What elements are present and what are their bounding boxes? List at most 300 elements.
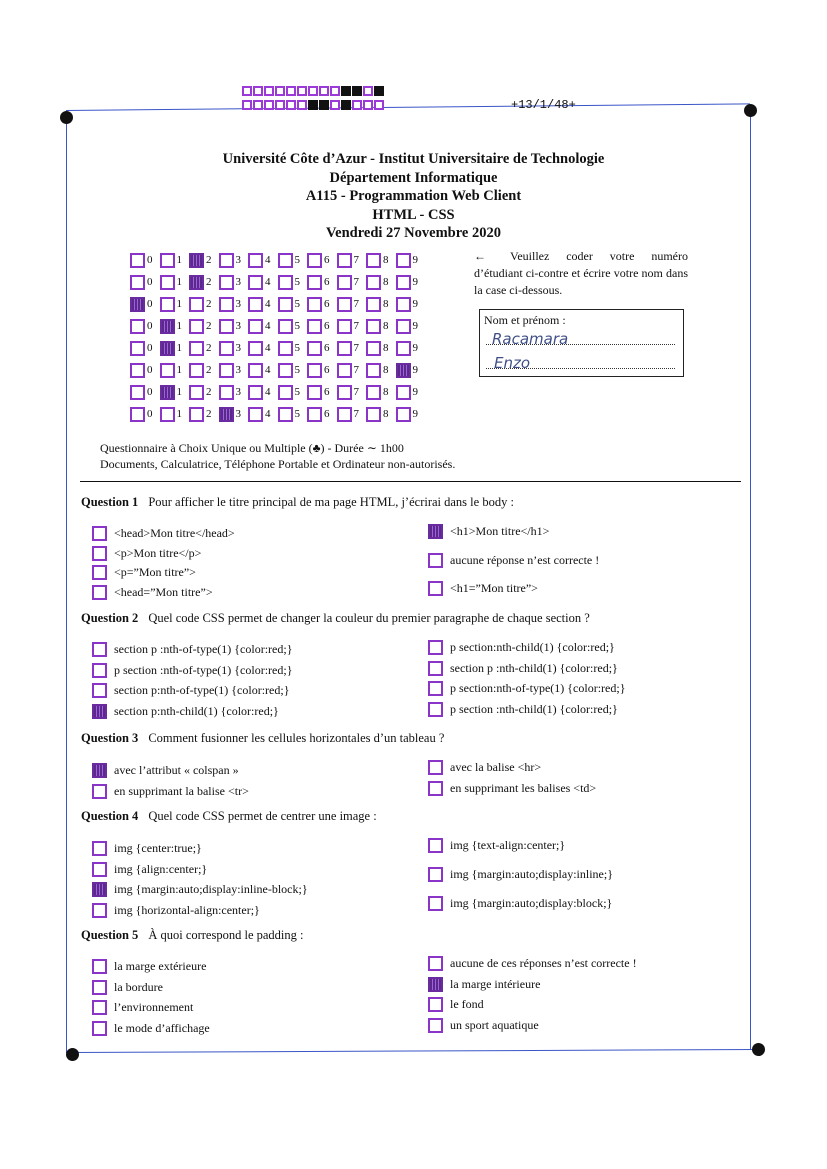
digit-checkbox-filled[interactable] xyxy=(160,385,175,400)
digit-checkbox[interactable] xyxy=(307,275,322,290)
digit-cell xyxy=(219,275,249,290)
header-university: Université Côte d’Azur - Institut Universitaire de Technologie xyxy=(222,151,605,167)
digit-label: 6 xyxy=(324,276,330,288)
answer-option[interactable] xyxy=(92,704,279,719)
answer-option[interactable] xyxy=(92,980,163,995)
answer-option[interactable] xyxy=(92,683,289,698)
instructions-text: Veuillez coder votre numéro d’étudiant ci-contre et écrire votre nom dans la case ci-dessous. xyxy=(474,249,688,297)
digit-checkbox-filled[interactable] xyxy=(130,297,145,312)
digit-cell xyxy=(130,297,160,312)
digit-checkbox[interactable] xyxy=(189,297,204,312)
answer-label: <head=”Mon titre”> xyxy=(114,584,213,599)
digit-row-3 xyxy=(130,295,425,313)
digit-checkbox[interactable] xyxy=(396,407,411,422)
digit-checkbox[interactable] xyxy=(248,385,263,400)
answer-label: en supprimant la balise <tr> xyxy=(114,784,249,798)
digit-label: 2 xyxy=(206,298,212,310)
digit-label: 9 xyxy=(412,386,418,398)
digit-cell xyxy=(366,253,396,268)
separator xyxy=(80,481,741,482)
digit-cell xyxy=(278,297,308,312)
digit-checkbox[interactable] xyxy=(337,319,352,334)
digit-cell xyxy=(337,385,367,400)
digit-checkbox[interactable] xyxy=(189,385,204,400)
question-text: Comment fusionner les cellules horizontales d’un tableau ? xyxy=(148,731,445,745)
digit-checkbox[interactable] xyxy=(130,407,145,422)
answer-label: p section:nth-child(1) {color:red;} xyxy=(450,640,615,654)
answer-option[interactable] xyxy=(428,661,618,676)
digit-label: 4 xyxy=(265,386,271,398)
answer-option[interactable] xyxy=(428,997,484,1012)
digit-checkbox[interactable] xyxy=(396,319,411,334)
digit-checkbox-filled[interactable] xyxy=(189,275,204,290)
digit-row-2 xyxy=(130,273,425,291)
digit-checkbox[interactable] xyxy=(396,341,411,356)
answer-option[interactable] xyxy=(428,977,540,992)
answer-checkbox[interactable] xyxy=(92,980,107,995)
question-text: Quel code CSS permet de centrer une image : xyxy=(148,809,377,823)
answer-checkbox[interactable] xyxy=(92,663,107,678)
digit-cell xyxy=(337,253,367,268)
answer-checkbox[interactable] xyxy=(428,681,443,696)
digit-checkbox[interactable] xyxy=(366,341,381,356)
answer-label: section p:nth-child(1) {color:red;} xyxy=(114,703,279,718)
answer-option[interactable] xyxy=(92,565,196,580)
digit-checkbox[interactable] xyxy=(366,319,381,334)
answer-option[interactable] xyxy=(428,581,538,596)
name-box[interactable] xyxy=(479,309,684,377)
digit-label: 0 xyxy=(147,342,153,354)
digit-checkbox[interactable] xyxy=(189,363,204,378)
digit-cell xyxy=(307,363,337,378)
digit-checkbox[interactable] xyxy=(307,341,322,356)
corner-mark-top-left xyxy=(60,111,73,124)
digit-checkbox[interactable] xyxy=(160,297,175,312)
answer-label: en supprimant les balises <td> xyxy=(450,781,597,795)
answer-checkbox[interactable] xyxy=(92,526,107,541)
digit-cell xyxy=(189,363,219,378)
digit-cell xyxy=(248,385,278,400)
answer-option[interactable] xyxy=(92,959,206,974)
question-2-title xyxy=(81,611,590,626)
sheet-code: +13/1/48+ xyxy=(511,98,576,112)
answer-option[interactable] xyxy=(428,702,618,717)
digit-label: 5 xyxy=(294,342,300,354)
digit-label: 3 xyxy=(235,408,241,420)
digit-checkbox[interactable] xyxy=(219,319,234,334)
digit-checkbox[interactable] xyxy=(248,297,263,312)
digit-label: 0 xyxy=(147,364,153,376)
question-4-title xyxy=(81,809,377,824)
answer-option[interactable] xyxy=(428,1018,539,1033)
digit-label: 4 xyxy=(265,408,271,420)
answer-option[interactable] xyxy=(428,553,599,568)
digit-cell xyxy=(307,385,337,400)
digit-cell xyxy=(130,319,160,334)
digit-checkbox[interactable] xyxy=(278,297,293,312)
answer-checkbox[interactable] xyxy=(92,1021,107,1036)
digit-checkbox[interactable] xyxy=(366,385,381,400)
digit-checkbox[interactable] xyxy=(396,297,411,312)
answer-label: l’environnement xyxy=(114,1000,194,1014)
digit-label: 1 xyxy=(176,342,182,354)
digit-cell xyxy=(248,319,278,334)
answer-option[interactable] xyxy=(428,781,596,796)
digit-label: 1 xyxy=(176,320,182,332)
digit-checkbox-filled[interactable] xyxy=(160,341,175,356)
digit-checkbox[interactable] xyxy=(248,253,263,268)
question-label: Question 2 xyxy=(81,611,139,625)
handwritten-last-name: Racamara xyxy=(492,330,569,348)
answer-label: aucune réponse n’est correcte ! xyxy=(450,553,600,567)
digit-cell xyxy=(278,407,308,422)
digit-checkbox[interactable] xyxy=(337,253,352,268)
digit-label: 1 xyxy=(176,298,182,310)
answer-label: section p:nth-of-type(1) {color:red;} xyxy=(114,683,290,697)
digit-checkbox[interactable] xyxy=(278,275,293,290)
sheet-barcode-row-2 xyxy=(242,100,385,110)
digit-checkbox-filled[interactable] xyxy=(189,253,204,268)
digit-cell xyxy=(396,297,426,312)
digit-label: 1 xyxy=(176,364,182,376)
digit-checkbox[interactable] xyxy=(307,253,322,268)
digit-checkbox[interactable] xyxy=(366,297,381,312)
answer-checkbox-checked[interactable] xyxy=(92,763,107,778)
digit-cell xyxy=(130,275,160,290)
digit-checkbox[interactable] xyxy=(130,385,145,400)
answer-label: <p>Mon titre</p> xyxy=(114,545,202,560)
digit-label: 8 xyxy=(383,276,389,288)
digit-cell xyxy=(366,363,396,378)
corner-mark-bottom-left xyxy=(66,1048,79,1061)
digit-label: 6 xyxy=(324,342,330,354)
digit-checkbox[interactable] xyxy=(189,319,204,334)
digit-checkbox[interactable] xyxy=(307,297,322,312)
sheet-barcode-row-1 xyxy=(242,86,385,96)
digit-cell xyxy=(337,407,367,422)
digit-cell xyxy=(307,341,337,356)
digit-checkbox[interactable] xyxy=(278,363,293,378)
answer-checkbox[interactable] xyxy=(428,1018,443,1033)
digit-label: 0 xyxy=(147,408,153,420)
answer-option[interactable] xyxy=(92,882,308,897)
question-text: Pour afficher le titre principal de ma page HTML, j’écrirai dans le body : xyxy=(148,495,514,509)
answer-option[interactable] xyxy=(428,524,549,539)
answer-checkbox[interactable] xyxy=(92,642,107,657)
digit-label: 2 xyxy=(206,254,212,266)
answer-checkbox[interactable] xyxy=(428,896,443,911)
answer-label: le fond xyxy=(450,997,484,1011)
answer-option[interactable] xyxy=(92,642,292,657)
digit-label: 3 xyxy=(235,320,241,332)
digit-checkbox[interactable] xyxy=(396,253,411,268)
digit-row-8 xyxy=(130,405,425,423)
digit-checkbox[interactable] xyxy=(160,253,175,268)
digit-checkbox[interactable] xyxy=(130,319,145,334)
question-3-title xyxy=(81,731,444,746)
answer-label: le mode d’affichage xyxy=(114,1020,210,1035)
digit-checkbox[interactable] xyxy=(219,385,234,400)
digit-label: 0 xyxy=(147,298,153,310)
digit-label: 6 xyxy=(324,320,330,332)
answer-option[interactable] xyxy=(92,526,235,541)
answer-checkbox[interactable] xyxy=(428,581,443,596)
exam-duration: Questionnaire à Choix Unique ou Multiple (♣) - Durée ∼ 1h00 xyxy=(100,441,404,455)
digit-checkbox[interactable] xyxy=(307,363,322,378)
answer-label: section p :nth-of-type(1) {color:red;} xyxy=(114,642,293,656)
answer-option[interactable] xyxy=(92,841,202,856)
digit-cell xyxy=(337,275,367,290)
digit-cell xyxy=(189,297,219,312)
digit-checkbox[interactable] xyxy=(337,275,352,290)
answer-option[interactable] xyxy=(428,640,615,655)
answer-option[interactable] xyxy=(92,862,207,877)
question-label: Question 1 xyxy=(81,495,139,509)
digit-label: 4 xyxy=(265,342,271,354)
digit-cell xyxy=(307,253,337,268)
handwritten-first-name: Enzo xyxy=(494,354,531,372)
digit-label: 3 xyxy=(235,254,241,266)
answer-checkbox[interactable] xyxy=(428,553,443,568)
answer-checkbox[interactable] xyxy=(428,760,443,775)
answer-checkbox[interactable] xyxy=(428,781,443,796)
digit-label: 4 xyxy=(265,254,271,266)
digit-checkbox[interactable] xyxy=(278,341,293,356)
digit-cell xyxy=(366,297,396,312)
digit-checkbox[interactable] xyxy=(248,363,263,378)
answer-option[interactable] xyxy=(428,867,613,882)
answer-label: la bordure xyxy=(114,979,163,994)
digit-checkbox[interactable] xyxy=(278,319,293,334)
digit-checkbox[interactable] xyxy=(248,319,263,334)
digit-checkbox[interactable] xyxy=(189,407,204,422)
digit-checkbox[interactable] xyxy=(307,385,322,400)
digit-checkbox[interactable] xyxy=(219,341,234,356)
digit-checkbox[interactable] xyxy=(219,275,234,290)
digit-checkbox[interactable] xyxy=(160,363,175,378)
digit-label: 6 xyxy=(324,254,330,266)
answer-option[interactable] xyxy=(92,663,292,678)
digit-cell xyxy=(219,253,249,268)
digit-label: 4 xyxy=(265,364,271,376)
digit-checkbox[interactable] xyxy=(337,385,352,400)
digit-checkbox[interactable] xyxy=(130,253,145,268)
digit-checkbox[interactable] xyxy=(366,275,381,290)
digit-label: 9 xyxy=(412,298,418,310)
digit-label: 2 xyxy=(206,320,212,332)
header-date: Vendredi 27 Novembre 2020 xyxy=(326,225,501,241)
answer-checkbox[interactable] xyxy=(92,546,107,561)
digit-checkbox[interactable] xyxy=(396,275,411,290)
answer-checkbox[interactable] xyxy=(92,585,107,600)
digit-cell xyxy=(248,407,278,422)
answer-option[interactable] xyxy=(428,896,612,911)
digit-checkbox[interactable] xyxy=(160,407,175,422)
answer-option[interactable] xyxy=(428,681,625,696)
digit-cell xyxy=(160,275,190,290)
answer-label: img {align:center;} xyxy=(114,861,208,876)
answer-option[interactable] xyxy=(428,838,565,853)
digit-row-1 xyxy=(130,251,425,269)
digit-checkbox[interactable] xyxy=(130,275,145,290)
digit-checkbox[interactable] xyxy=(366,253,381,268)
digit-checkbox-filled[interactable] xyxy=(396,363,411,378)
digit-checkbox[interactable] xyxy=(307,319,322,334)
answer-checkbox[interactable] xyxy=(428,640,443,655)
digit-checkbox[interactable] xyxy=(248,275,263,290)
digit-checkbox[interactable] xyxy=(130,363,145,378)
digit-cell xyxy=(189,253,219,268)
digit-checkbox[interactable] xyxy=(396,385,411,400)
digit-checkbox[interactable] xyxy=(278,253,293,268)
digit-cell xyxy=(130,253,160,268)
digit-label: 1 xyxy=(176,276,182,288)
digit-label: 5 xyxy=(294,408,300,420)
digit-label: 6 xyxy=(324,298,330,310)
answer-label: img {margin:auto;display:inline-block;} xyxy=(114,882,308,896)
digit-checkbox-filled[interactable] xyxy=(160,319,175,334)
digit-label: 0 xyxy=(147,254,153,266)
header-course: A115 - Programmation Web Client xyxy=(305,188,522,204)
digit-cell xyxy=(160,407,190,422)
digit-cell xyxy=(396,253,426,268)
digit-label: 2 xyxy=(206,276,212,288)
digit-label: 4 xyxy=(265,298,271,310)
digit-cell xyxy=(219,319,249,334)
digit-label: 8 xyxy=(383,298,389,310)
digit-checkbox[interactable] xyxy=(366,407,381,422)
digit-label: 3 xyxy=(235,276,241,288)
digit-cell xyxy=(160,319,190,334)
digit-cell xyxy=(278,385,308,400)
digit-cell xyxy=(396,363,426,378)
digit-checkbox[interactable] xyxy=(278,407,293,422)
instructions xyxy=(474,248,688,299)
digit-checkbox[interactable] xyxy=(160,275,175,290)
digit-cell xyxy=(189,275,219,290)
digit-label: 9 xyxy=(412,276,418,288)
answer-option[interactable] xyxy=(92,1021,210,1036)
digit-cell xyxy=(366,275,396,290)
frame-top xyxy=(66,103,750,111)
digit-cell xyxy=(189,319,219,334)
digit-cell xyxy=(160,385,190,400)
digit-label: 0 xyxy=(147,320,153,332)
digit-label: 5 xyxy=(294,298,300,310)
answer-checkbox[interactable] xyxy=(92,862,107,877)
digit-checkbox[interactable] xyxy=(337,341,352,356)
digit-label: 5 xyxy=(294,364,300,376)
digit-cell xyxy=(248,275,278,290)
digit-checkbox[interactable] xyxy=(219,253,234,268)
answer-checkbox[interactable] xyxy=(92,903,107,918)
exam-rules: Documents, Calculatrice, Téléphone Portable et Ordinateur non-autorisés. xyxy=(100,457,456,471)
answer-option[interactable] xyxy=(428,956,637,971)
answer-checkbox[interactable] xyxy=(428,702,443,717)
digit-label: 2 xyxy=(206,386,212,398)
answer-checkbox-checked[interactable] xyxy=(92,704,107,719)
digit-label: 1 xyxy=(176,386,182,398)
digit-cell xyxy=(219,385,249,400)
digit-cell xyxy=(219,341,249,356)
answer-checkbox-checked[interactable] xyxy=(428,524,443,539)
answer-label: <head>Mon titre</head> xyxy=(114,526,235,540)
digit-checkbox[interactable] xyxy=(307,407,322,422)
digit-label: 7 xyxy=(353,408,359,420)
answer-checkbox[interactable] xyxy=(92,841,107,856)
digit-cell xyxy=(278,275,308,290)
digit-checkbox[interactable] xyxy=(189,341,204,356)
digit-row-4 xyxy=(130,317,425,335)
digit-cell xyxy=(337,297,367,312)
digit-cell xyxy=(189,341,219,356)
answer-option[interactable] xyxy=(92,763,239,778)
answer-checkbox[interactable] xyxy=(428,956,443,971)
answer-option[interactable] xyxy=(92,903,260,918)
answer-checkbox[interactable] xyxy=(92,683,107,698)
digit-checkbox[interactable] xyxy=(248,407,263,422)
digit-label: 3 xyxy=(235,342,241,354)
digit-row-7 xyxy=(130,383,425,401)
digit-checkbox-filled[interactable] xyxy=(219,407,234,422)
answer-checkbox[interactable] xyxy=(92,784,107,799)
digit-checkbox[interactable] xyxy=(337,297,352,312)
digit-label: 8 xyxy=(383,320,389,332)
answer-option[interactable] xyxy=(92,546,201,561)
answer-checkbox[interactable] xyxy=(92,959,107,974)
answer-checkbox[interactable] xyxy=(92,565,107,580)
answer-checkbox[interactable] xyxy=(428,838,443,853)
answer-checkbox[interactable] xyxy=(428,867,443,882)
digit-cell xyxy=(130,363,160,378)
digit-label: 1 xyxy=(176,254,182,266)
digit-checkbox[interactable] xyxy=(337,363,352,378)
answer-checkbox-checked[interactable] xyxy=(428,977,443,992)
digit-cell xyxy=(396,385,426,400)
digit-checkbox[interactable] xyxy=(248,341,263,356)
digit-cell xyxy=(337,341,367,356)
digit-checkbox[interactable] xyxy=(366,363,381,378)
digit-checkbox[interactable] xyxy=(337,407,352,422)
answer-label: aucune de ces réponses n’est correcte ! xyxy=(450,956,637,970)
answer-option[interactable] xyxy=(92,585,213,600)
digit-checkbox[interactable] xyxy=(130,341,145,356)
answer-checkbox[interactable] xyxy=(92,1000,107,1015)
digit-checkbox[interactable] xyxy=(219,297,234,312)
digit-label: 9 xyxy=(412,342,418,354)
digit-label: 8 xyxy=(383,408,389,420)
answer-label: la marge intérieure xyxy=(450,976,541,991)
answer-checkbox-checked[interactable] xyxy=(92,882,107,897)
digit-row-5 xyxy=(130,339,425,357)
answer-option[interactable] xyxy=(92,784,249,799)
digit-label: 6 xyxy=(324,364,330,376)
digit-label: 9 xyxy=(412,408,418,420)
answer-option[interactable] xyxy=(92,1000,193,1015)
digit-cell xyxy=(219,363,249,378)
answer-checkbox[interactable] xyxy=(428,997,443,1012)
digit-checkbox[interactable] xyxy=(219,363,234,378)
question-1-title xyxy=(81,495,514,510)
answer-checkbox[interactable] xyxy=(428,661,443,676)
digit-label: 9 xyxy=(412,320,418,332)
digit-cell xyxy=(366,319,396,334)
answer-label: un sport aquatique xyxy=(450,1017,539,1032)
frame-bottom xyxy=(72,1049,758,1053)
digit-checkbox[interactable] xyxy=(278,385,293,400)
answer-option[interactable] xyxy=(428,760,541,775)
question-text: Quel code CSS permet de changer la couleur du premier paragraphe de chaque section ? xyxy=(148,611,590,625)
